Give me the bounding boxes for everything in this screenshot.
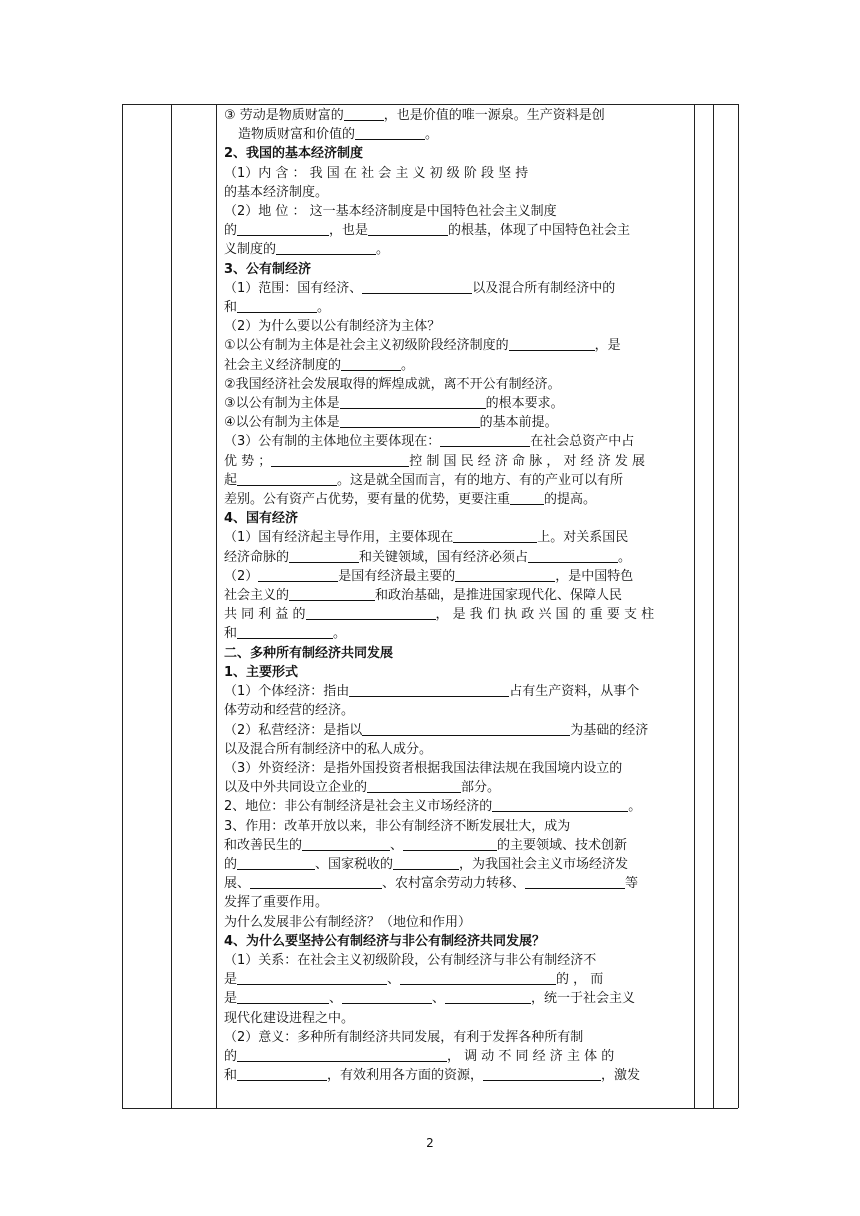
blank <box>344 107 384 121</box>
text-line: 以及混合所有制经济中的私人成分。 <box>224 741 433 757</box>
text-line: 的 、国家税收的 ，为我国社会主义市场经济发 <box>224 856 629 872</box>
blank <box>362 722 570 736</box>
text-line: 发挥了重要作用。 <box>224 895 329 911</box>
text-line: ②我国经济社会发展取得的辉煌成就，离不开公有制经济。 <box>224 376 561 392</box>
text-line: ③ 劳动是物质财富的 ，也是价值的唯一源泉。生产资料是创 <box>224 108 605 123</box>
blank <box>400 971 556 985</box>
section-heading: 1、主要形式 <box>224 664 299 680</box>
blank <box>289 587 375 601</box>
text-line: （3）公有制的主体地位主要体现在： 在社会总资产中占 <box>224 434 635 450</box>
text-line: 和 。 <box>224 300 331 316</box>
text-line: （3）外资经济：是指外国投资者根据我国法律法规在我国境内设立的 <box>224 760 623 776</box>
text-line: （1）内 含 ： 我 国 在 社 会 主 义 初 级 阶 段 坚 持 <box>224 165 529 181</box>
blank <box>342 990 432 1004</box>
section-heading: 二、多种所有制经济共同发展 <box>224 645 394 661</box>
blank <box>341 357 401 371</box>
section-heading: 2、我国的基本经济制度 <box>224 146 364 162</box>
blank <box>276 241 376 255</box>
text-line: （1）个体经济：指由 占有生产资料，从事个 <box>224 684 640 700</box>
text-line: 经济命脉的 和关键领域，国有经济必须占 。 <box>224 549 632 565</box>
blank <box>237 856 315 870</box>
text-line: 和 ，有效利用各方面的资源， ，激发 <box>224 1068 641 1084</box>
text-line: 的基本经济制度。 <box>224 184 329 200</box>
text-line: （1）关系：在社会主义初级阶段，公有制经济与非公有制经济不 <box>224 952 597 968</box>
section-heading: 4、国有经济 <box>224 511 299 527</box>
table-column-line <box>171 104 172 1108</box>
text-line: 义制度的 。 <box>224 242 390 258</box>
blank <box>289 549 359 563</box>
blank <box>368 222 448 236</box>
blank <box>237 299 317 313</box>
blank <box>510 491 544 505</box>
blank <box>355 126 425 140</box>
blank <box>453 529 537 543</box>
text-line: （2）意义：多种所有制经济共同发展，有利于发挥各种所有制 <box>224 1029 584 1045</box>
blank <box>340 395 486 409</box>
blank <box>528 549 618 563</box>
blank <box>455 568 555 582</box>
text-line: 的 ，也是 的根基，体现了中国特色社会主 <box>224 223 631 239</box>
blank <box>237 971 387 985</box>
table-column-line <box>738 104 739 1108</box>
text-line: 展、 、农村富余劳动力转移、 等 <box>224 876 639 892</box>
text-line: （2）为什么要以公有制经济为主体？ <box>224 319 441 335</box>
blank <box>349 683 509 697</box>
text-line: 社会主义经济制度的 。 <box>224 357 415 373</box>
text-line: 3、作用：改革开放以来，非公有制经济不断发展壮大，成为 <box>224 818 571 834</box>
text-line: 2、地位：非公有制经济是社会主义市场经济的 。 <box>224 799 642 815</box>
text-line: （2） 是国有经济最主要的 ，是中国特色 <box>224 568 634 584</box>
text-line: 起 。这是就全国而言，有的地方、有的产业可以有所 <box>224 472 624 488</box>
blank <box>403 837 497 851</box>
table-top-border <box>122 104 738 105</box>
text-line: 体劳动和经营的经济。 <box>224 703 355 719</box>
blank <box>271 453 409 467</box>
text-line: ③以公有制为主体是 的根本要求。 <box>224 396 564 412</box>
blank <box>525 875 625 889</box>
blank <box>237 472 337 486</box>
blank <box>237 625 333 639</box>
worksheet-content <box>224 106 688 1085</box>
blank <box>237 1067 327 1081</box>
blank <box>258 568 338 582</box>
text-line: ④以公有制为主体是 的基本前提。 <box>224 415 558 431</box>
text-line: （1）国有经济起主导作用，主要体现在 上。对关系国民 <box>224 530 629 546</box>
text-line: 以及中外共同设立企业的 部分。 <box>224 780 501 796</box>
table-column-line <box>713 104 714 1108</box>
text-line: 差别。公有资产占优势，要有量的优势，更要注重 的提高。 <box>224 492 597 508</box>
text-line: 共 同 利 益 的 ， 是 我 们 执 政 兴 国 的 重 要 支 柱 <box>224 607 655 623</box>
section-heading: 4、为什么要坚持公有制经济与非公有制经济共同发展？ <box>224 933 546 949</box>
blank <box>237 990 329 1004</box>
text-line: 是 、 的 ， 而 <box>224 972 604 988</box>
table-column-line <box>694 104 695 1108</box>
blank <box>492 798 628 812</box>
text-line: 优 势 ； 控 制 国 民 经 济 命 脉 ， 对 经 济 发 展 <box>224 453 645 469</box>
text-line: 为什么发展非公有制经济？（地位和作用） <box>224 914 472 930</box>
table-column-line <box>216 104 217 1108</box>
text-line: 社会主义的 和政治基础，是推进国家现代化、保障人民 <box>224 588 623 604</box>
text-line: 的 ， 调 动 不 同 经 济 主 体 的 <box>224 1048 615 1064</box>
text-line: （2）地 位 ： 这一基本经济制度是中国特色社会主义制度 <box>224 204 557 220</box>
blank <box>509 337 595 351</box>
blank <box>393 856 459 870</box>
text-line: （2）私营经济：是指以 为基础的经济 <box>224 722 649 738</box>
table-column-line <box>122 104 123 1108</box>
section-heading: 3、公有制经济 <box>224 261 312 277</box>
blank <box>445 990 531 1004</box>
blank <box>362 280 472 294</box>
blank <box>302 837 390 851</box>
text-line: 和改善民生的 、 的主要领域、技术创新 <box>224 837 628 853</box>
blank <box>237 1048 447 1062</box>
page-number: 2 <box>426 1136 434 1150</box>
text-line: ①以公有制为主体是社会主义初级阶段经济制度的 ，是 <box>224 338 621 354</box>
blank <box>306 606 436 620</box>
blank <box>483 1067 601 1081</box>
text-line: 造物质财富和价值的 。 <box>238 127 439 143</box>
text-line: 是 、 、 ，统一于社会主义 <box>224 991 636 1007</box>
table-bottom-border <box>122 1108 738 1109</box>
blank <box>367 779 461 793</box>
blank <box>250 875 382 889</box>
text-line: （1）范围：国有经济、 以及混合所有制经济中的 <box>224 280 616 296</box>
blank <box>440 433 530 447</box>
blank <box>340 414 480 428</box>
text-line: 和 。 <box>224 626 347 642</box>
blank <box>237 222 329 236</box>
text-line: 现代化建设进程之中。 <box>224 1010 355 1026</box>
